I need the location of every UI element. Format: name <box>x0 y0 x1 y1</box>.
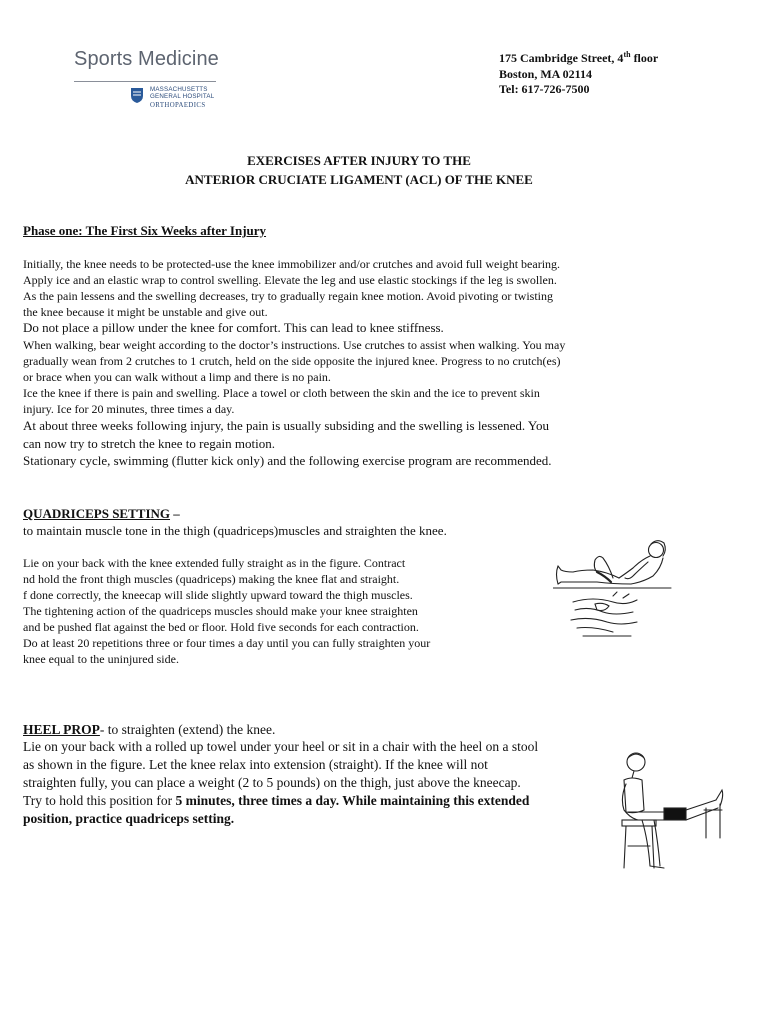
text-line: injury. Ice for 20 minutes, three times a day. <box>23 402 235 416</box>
text-line: Initially, the knee needs to be protected-use the knee immobilizer and/or crutches and avoid full weight bearing. <box>23 257 561 271</box>
logo-title: Sports Medicine <box>74 48 219 70</box>
logo-hospital-name <box>150 87 214 100</box>
quadriceps-setting-instructions <box>23 555 543 667</box>
text-line: Apply ice and an elastic wrap to control swelling. Elevate the leg and use elastic stockings if the leg is swollen. <box>23 273 557 287</box>
logo-hospital-line-2: GENERAL HOSPITAL <box>150 92 215 100</box>
document-title-line-2: ANTERIOR CRUCIATE LIGAMENT (ACL) OF THE KNEE <box>185 172 533 187</box>
text-line: or brace when you can walk without a limp and there is no pain. <box>23 370 331 384</box>
text-line: The tightening action of the quadriceps muscles should make your knee straighten <box>23 604 418 618</box>
phase-one-heading: Phase one: The First Six Weeks after Injury <box>23 223 267 238</box>
text-line: straighten fully, you can place a weight (2 to 5 pounds) on the thigh, just above the kneecap. <box>23 775 521 790</box>
three-weeks-paragraph <box>23 417 723 470</box>
address-block <box>499 47 658 98</box>
text-line: nd hold the front thigh muscles (quadriceps) making the knee flat and straight. <box>23 572 400 586</box>
heel-prop-figure <box>614 748 726 876</box>
text-line: Stationary cycle, swimming (flutter kick only) and the following exercise program are recommended. <box>23 453 552 468</box>
text-line: position, practice quadriceps setting. <box>23 811 235 826</box>
text-line: Lie on your back with a rolled up towel under your heel or sit in a chair with the heel on a stool <box>23 739 539 754</box>
text-line: Do at least 20 repetitions three or four times a day until you can fully straighten your <box>23 636 431 650</box>
text-line: Ice the knee if there is pain and swelling. Place a towel or cloth between the skin and the ice to prevent skin <box>23 386 540 400</box>
quadriceps-setting-figure <box>553 532 673 644</box>
text-line: At about three weeks following injury, the pain is usually subsiding and the swelling is lessened. You <box>23 418 549 433</box>
address-line-3: Tel: 617-726-7500 <box>499 82 590 96</box>
document-title-line-1: EXERCISES AFTER INJURY TO THE <box>247 153 471 168</box>
address-line-2: Boston, MA 02114 <box>499 66 593 81</box>
text-line: Try to hold this position for 5 minutes, three times a day. While maintaining this extended <box>23 793 530 808</box>
text-line: gradually wean from 2 crutches to 1 crutch, held on the side opposite the injured knee. Progress to no crutch(es) <box>23 354 561 368</box>
quadriceps-setting-subtitle: to maintain muscle tone in the thigh (quadriceps)muscles and straighten the knee. <box>23 523 447 538</box>
text-line: knee equal to the uninjured side. <box>23 652 179 666</box>
text-line: can now try to stretch the knee to regain motion. <box>23 435 275 451</box>
phase-one-intro <box>23 256 723 320</box>
heel-prop-heading: HEEL PROP- to straighten (extend) the knee. <box>23 722 276 737</box>
text-line: Lie on your back with the knee extended fully straight as in the figure. Contract <box>23 556 406 570</box>
address-line-1: 175 Cambridge Street, 4th floor <box>499 50 659 65</box>
text-line: f done correctly, the kneecap will slide slightly upward toward the thigh muscles. <box>23 588 413 602</box>
text-line: When walking, bear weight according to the doctor’s instructions. Use crutches to assist when walking. You may <box>23 338 566 352</box>
text-line: as shown in the figure. Let the knee relax into extension (straight). If the knee will not <box>23 757 488 772</box>
walking-instructions <box>23 337 723 417</box>
pillow-warning: Do not place a pillow under the knee for comfort. This can lead to knee stiffness. <box>23 320 444 335</box>
text-line: and be pushed flat against the bed or floor. Hold five seconds for each contraction. <box>23 620 419 634</box>
text-line: the knee because it might be unstable and give out. <box>23 305 268 319</box>
quadriceps-setting-heading: QUADRICEPS SETTING – <box>23 506 180 521</box>
logo-department: ORTHOPAEDICS <box>150 102 206 109</box>
hospital-shield-icon <box>130 87 144 104</box>
logo-divider <box>74 81 216 82</box>
text-line: As the pain lessens and the swelling decreases, try to gradually regain knee motion. Avoid pivoting or twisting <box>23 289 554 303</box>
heel-prop-instructions <box>23 738 623 828</box>
logo-hospital-line-1: MASSACHUSETTS <box>150 86 208 93</box>
